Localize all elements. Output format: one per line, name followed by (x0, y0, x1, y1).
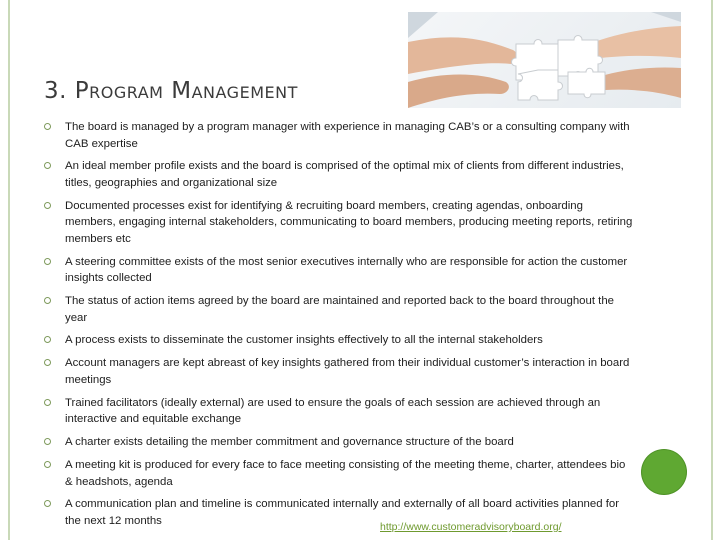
list-item (44, 293, 634, 326)
slide-title: 3. Program Management (44, 78, 298, 104)
list-item-text: A charter exists detailing the member commitment and governance structure of the board (65, 436, 514, 449)
bullet-circle-icon (44, 438, 51, 445)
list-item-text: A steering committee exists of the most senior executives internally who are responsible for action the customer insights collected (65, 255, 628, 285)
bullet-circle-icon (44, 359, 51, 366)
list-item-text: A meeting kit is produced for every face to face meeting consisting of the meeting theme, charter, attendees bio & headshots, agenda (65, 459, 626, 488)
bullet-circle-icon (44, 500, 51, 507)
list-item-text: Documented processes exist for identifying & recruiting board members, creating agendas, onboarding members, engaging internal stakeholders, communicating to board members, producing meeting reports, retiring members etc (65, 199, 633, 245)
list-item (44, 119, 634, 152)
list-item (44, 355, 634, 388)
bullet-circle-icon (44, 336, 51, 343)
bullet-circle-icon (44, 297, 51, 304)
list-item (44, 158, 634, 191)
list-item-text: Account managers are kept abreast of key insights gathered from their individual customer’s interaction in board meetings (65, 357, 630, 386)
green-circle (642, 450, 686, 494)
list-item-text: The board is managed by a program manager with experience in managing CAB’s or a consulting company with CAB expertise (65, 121, 630, 150)
footer-link[interactable]: http://www.customeradvisoryboard.org/ (380, 521, 562, 533)
list-item-text: Trained facilitators (ideally external) are used to ensure the goals of each session are achieved through an interactive and equitable exchange (65, 396, 601, 426)
list-item (44, 332, 634, 349)
list-item-text: The status of action items agreed by the board are maintained and reported back to the board throughout the year (65, 295, 615, 324)
list-item (44, 395, 634, 428)
bullet-circle-icon (44, 162, 51, 169)
list-item (44, 198, 634, 248)
list-item-text: A process exists to disseminate the customer insights effectively to all the internal stakeholders (65, 334, 543, 347)
bullet-list (44, 119, 634, 536)
bullet-circle-icon (44, 202, 51, 209)
bullet-circle-icon (44, 123, 51, 130)
list-item (44, 434, 634, 451)
list-item-text: A communication plan and timeline is communicated internally and externally of all board activities planned for the next 12 months (65, 498, 620, 527)
list-item-text: An ideal member profile exists and the board is comprised of the optimal mix of clients from different industries, titles, geographies and organizational size (65, 160, 624, 189)
puzzle-hands-photo (408, 12, 681, 108)
list-item (44, 254, 634, 287)
bullet-circle-icon (44, 461, 51, 468)
bullet-circle-icon (44, 258, 51, 265)
bullet-circle-icon (44, 399, 51, 406)
list-item (44, 457, 634, 490)
